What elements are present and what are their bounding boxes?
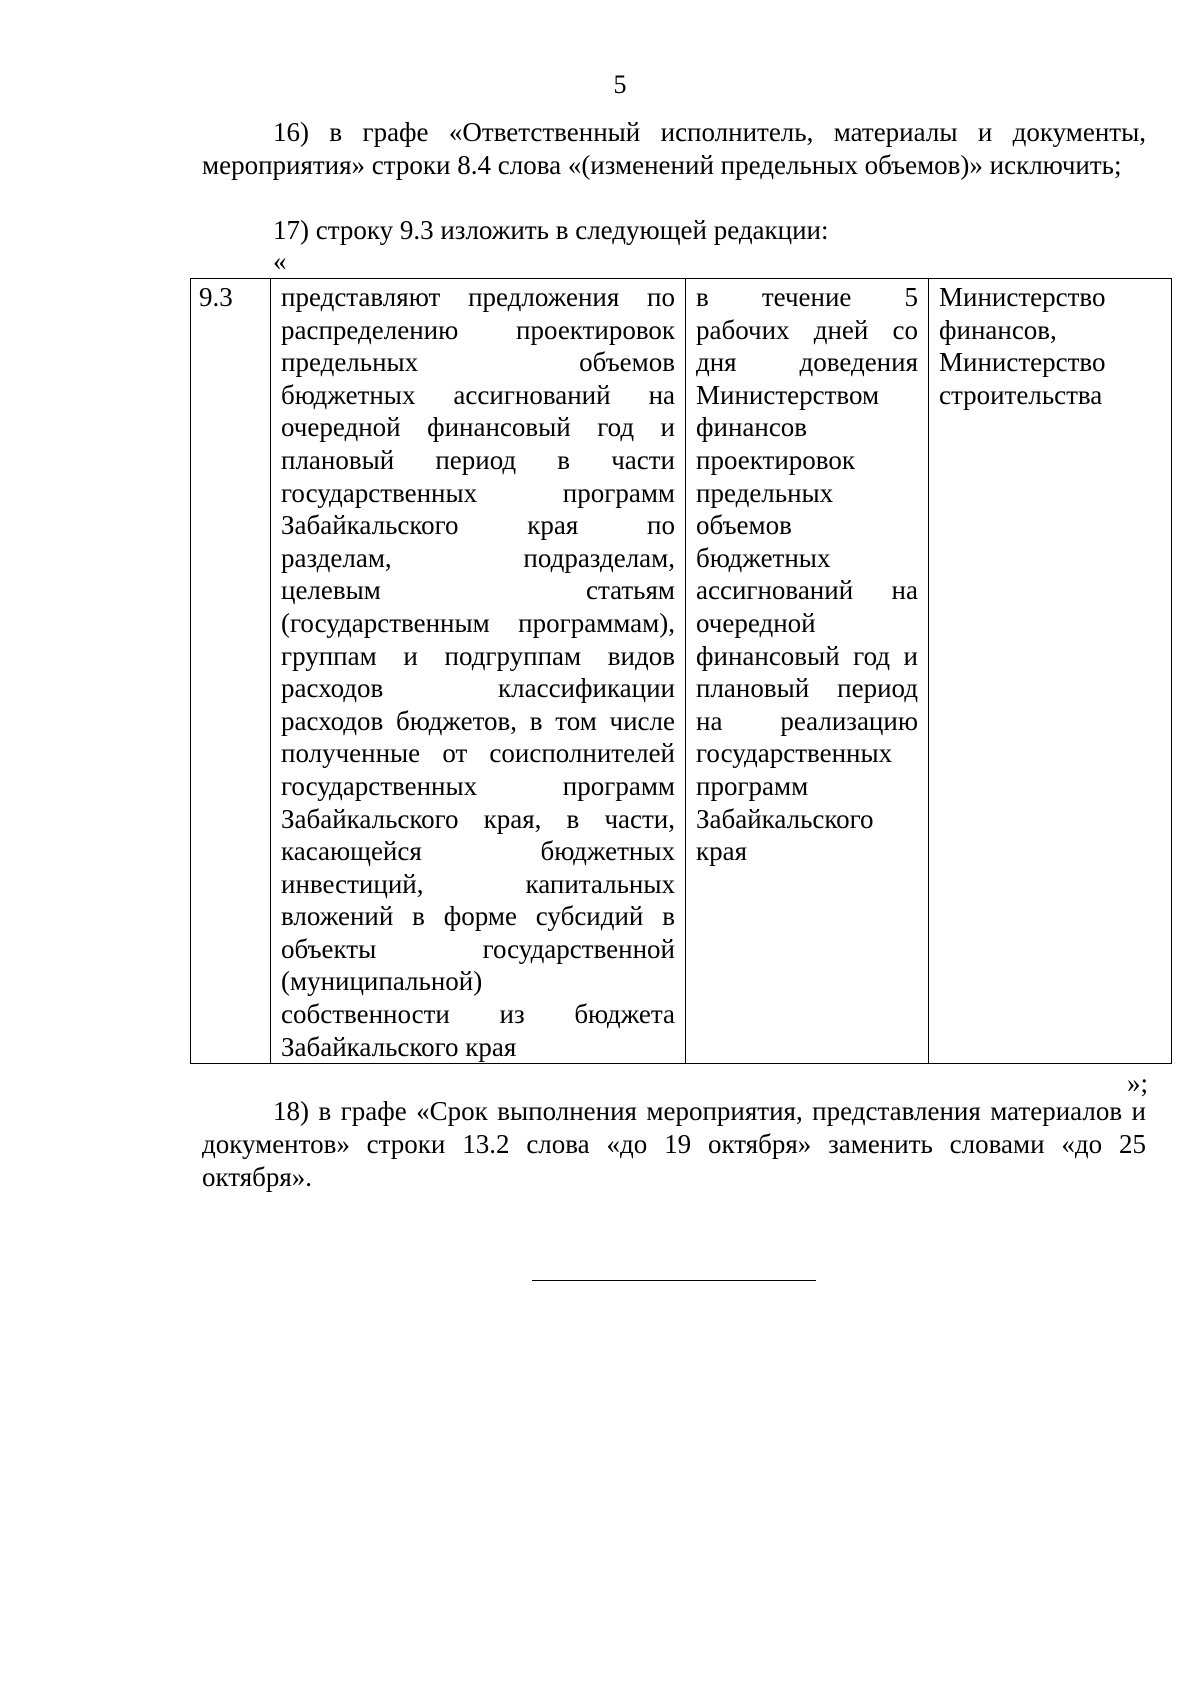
cell-line: государственных программ bbox=[281, 770, 675, 801]
cell-line: инвестиций, капитальных bbox=[281, 868, 675, 899]
opening-quote: « bbox=[273, 246, 287, 276]
cell-line: целевым статьям bbox=[281, 575, 675, 606]
cell-line: собственности из бюджета bbox=[281, 999, 675, 1030]
cell-line: предельных bbox=[696, 477, 834, 508]
cell-line: государственных bbox=[696, 738, 893, 769]
cell-line: объемов bbox=[696, 510, 792, 541]
cell-line: бюджетных bbox=[696, 542, 831, 573]
cell-line: представляют предложения по bbox=[281, 282, 675, 312]
paragraph-18: 18) в графе «Срок выполнения мероприятия, представления материалов и документов» строки 13.2 слова «до 19 октября» заменить словами «до 25 октября». bbox=[202, 1096, 1146, 1192]
cell-line: расходов классификации bbox=[281, 673, 675, 704]
cell-line: Забайкальского края по bbox=[281, 510, 675, 541]
term-text bbox=[696, 281, 918, 868]
executor-text bbox=[939, 281, 1161, 411]
term-cell bbox=[686, 279, 929, 1064]
row-number: 9.3 bbox=[199, 282, 233, 312]
cell-line: очередной финансовый год и bbox=[281, 412, 675, 443]
cell-line: ассигнований на bbox=[696, 575, 918, 606]
cell-line: плановый период bbox=[696, 673, 918, 704]
cell-line: группам и подгруппам видов bbox=[281, 640, 675, 671]
cell-line: финансов, bbox=[939, 314, 1057, 345]
cell-line: края bbox=[696, 836, 748, 867]
cell-line: предельных объемов bbox=[281, 347, 675, 378]
cell-line: в течение 5 bbox=[696, 282, 918, 312]
row-number-cell bbox=[191, 279, 271, 1064]
cell-line: рабочих дней со bbox=[696, 314, 918, 345]
cell-line: дня доведения bbox=[696, 347, 918, 378]
cell-line: программ bbox=[696, 770, 809, 801]
cell-line: финансовый год и bbox=[696, 640, 918, 671]
action-text bbox=[281, 281, 675, 1063]
cell-line: финансов bbox=[696, 412, 808, 443]
cell-line: касающейся бюджетных bbox=[281, 836, 675, 867]
cell-line: (государственным программам), bbox=[281, 607, 675, 638]
paragraph-17: 17) строку 9.3 изложить в следующей редакции: bbox=[273, 215, 829, 245]
executor-cell bbox=[929, 279, 1172, 1064]
cell-line: Министерством bbox=[696, 379, 880, 410]
amendment-table bbox=[190, 278, 1172, 1064]
signature-rule bbox=[532, 1280, 816, 1281]
cell-line: плановый период в части bbox=[281, 444, 675, 475]
cell-line: бюджетных ассигнований на bbox=[281, 379, 675, 410]
cell-line: распределению проектировок bbox=[281, 314, 675, 345]
cell-line: Забайкальского края bbox=[281, 1031, 517, 1062]
cell-line: проектировок bbox=[696, 444, 855, 475]
cell-line: Министерство bbox=[939, 282, 1106, 312]
paragraph-16: 16) в графе «Ответственный исполнитель, материалы и документы, мероприятия» строки 8.4 слова «(изменений предельных объемов)» исключить; bbox=[202, 117, 1146, 180]
cell-line: разделам, подразделам, bbox=[281, 542, 675, 573]
cell-line: объекты государственной bbox=[281, 933, 675, 964]
page-number: 5 bbox=[613, 70, 627, 99]
cell-line: вложений в форме субсидий в bbox=[281, 901, 675, 932]
closing-quote: »; bbox=[1126, 1068, 1148, 1098]
action-cell bbox=[271, 279, 686, 1064]
cell-line: государственных программ bbox=[281, 477, 675, 508]
cell-line: расходов бюджетов, в том числе bbox=[281, 705, 675, 736]
cell-line: Забайкальского bbox=[696, 803, 874, 834]
cell-line: полученные от соисполнителей bbox=[281, 738, 675, 769]
cell-line: (муниципальной) bbox=[281, 966, 483, 997]
cell-line: Министерство bbox=[939, 347, 1106, 378]
table-row bbox=[191, 279, 1172, 1064]
cell-line: на реализацию bbox=[696, 705, 918, 736]
cell-line: Забайкальского края, в части, bbox=[281, 803, 675, 834]
cell-line: очередной bbox=[696, 607, 816, 638]
cell-line: строительства bbox=[939, 379, 1103, 410]
